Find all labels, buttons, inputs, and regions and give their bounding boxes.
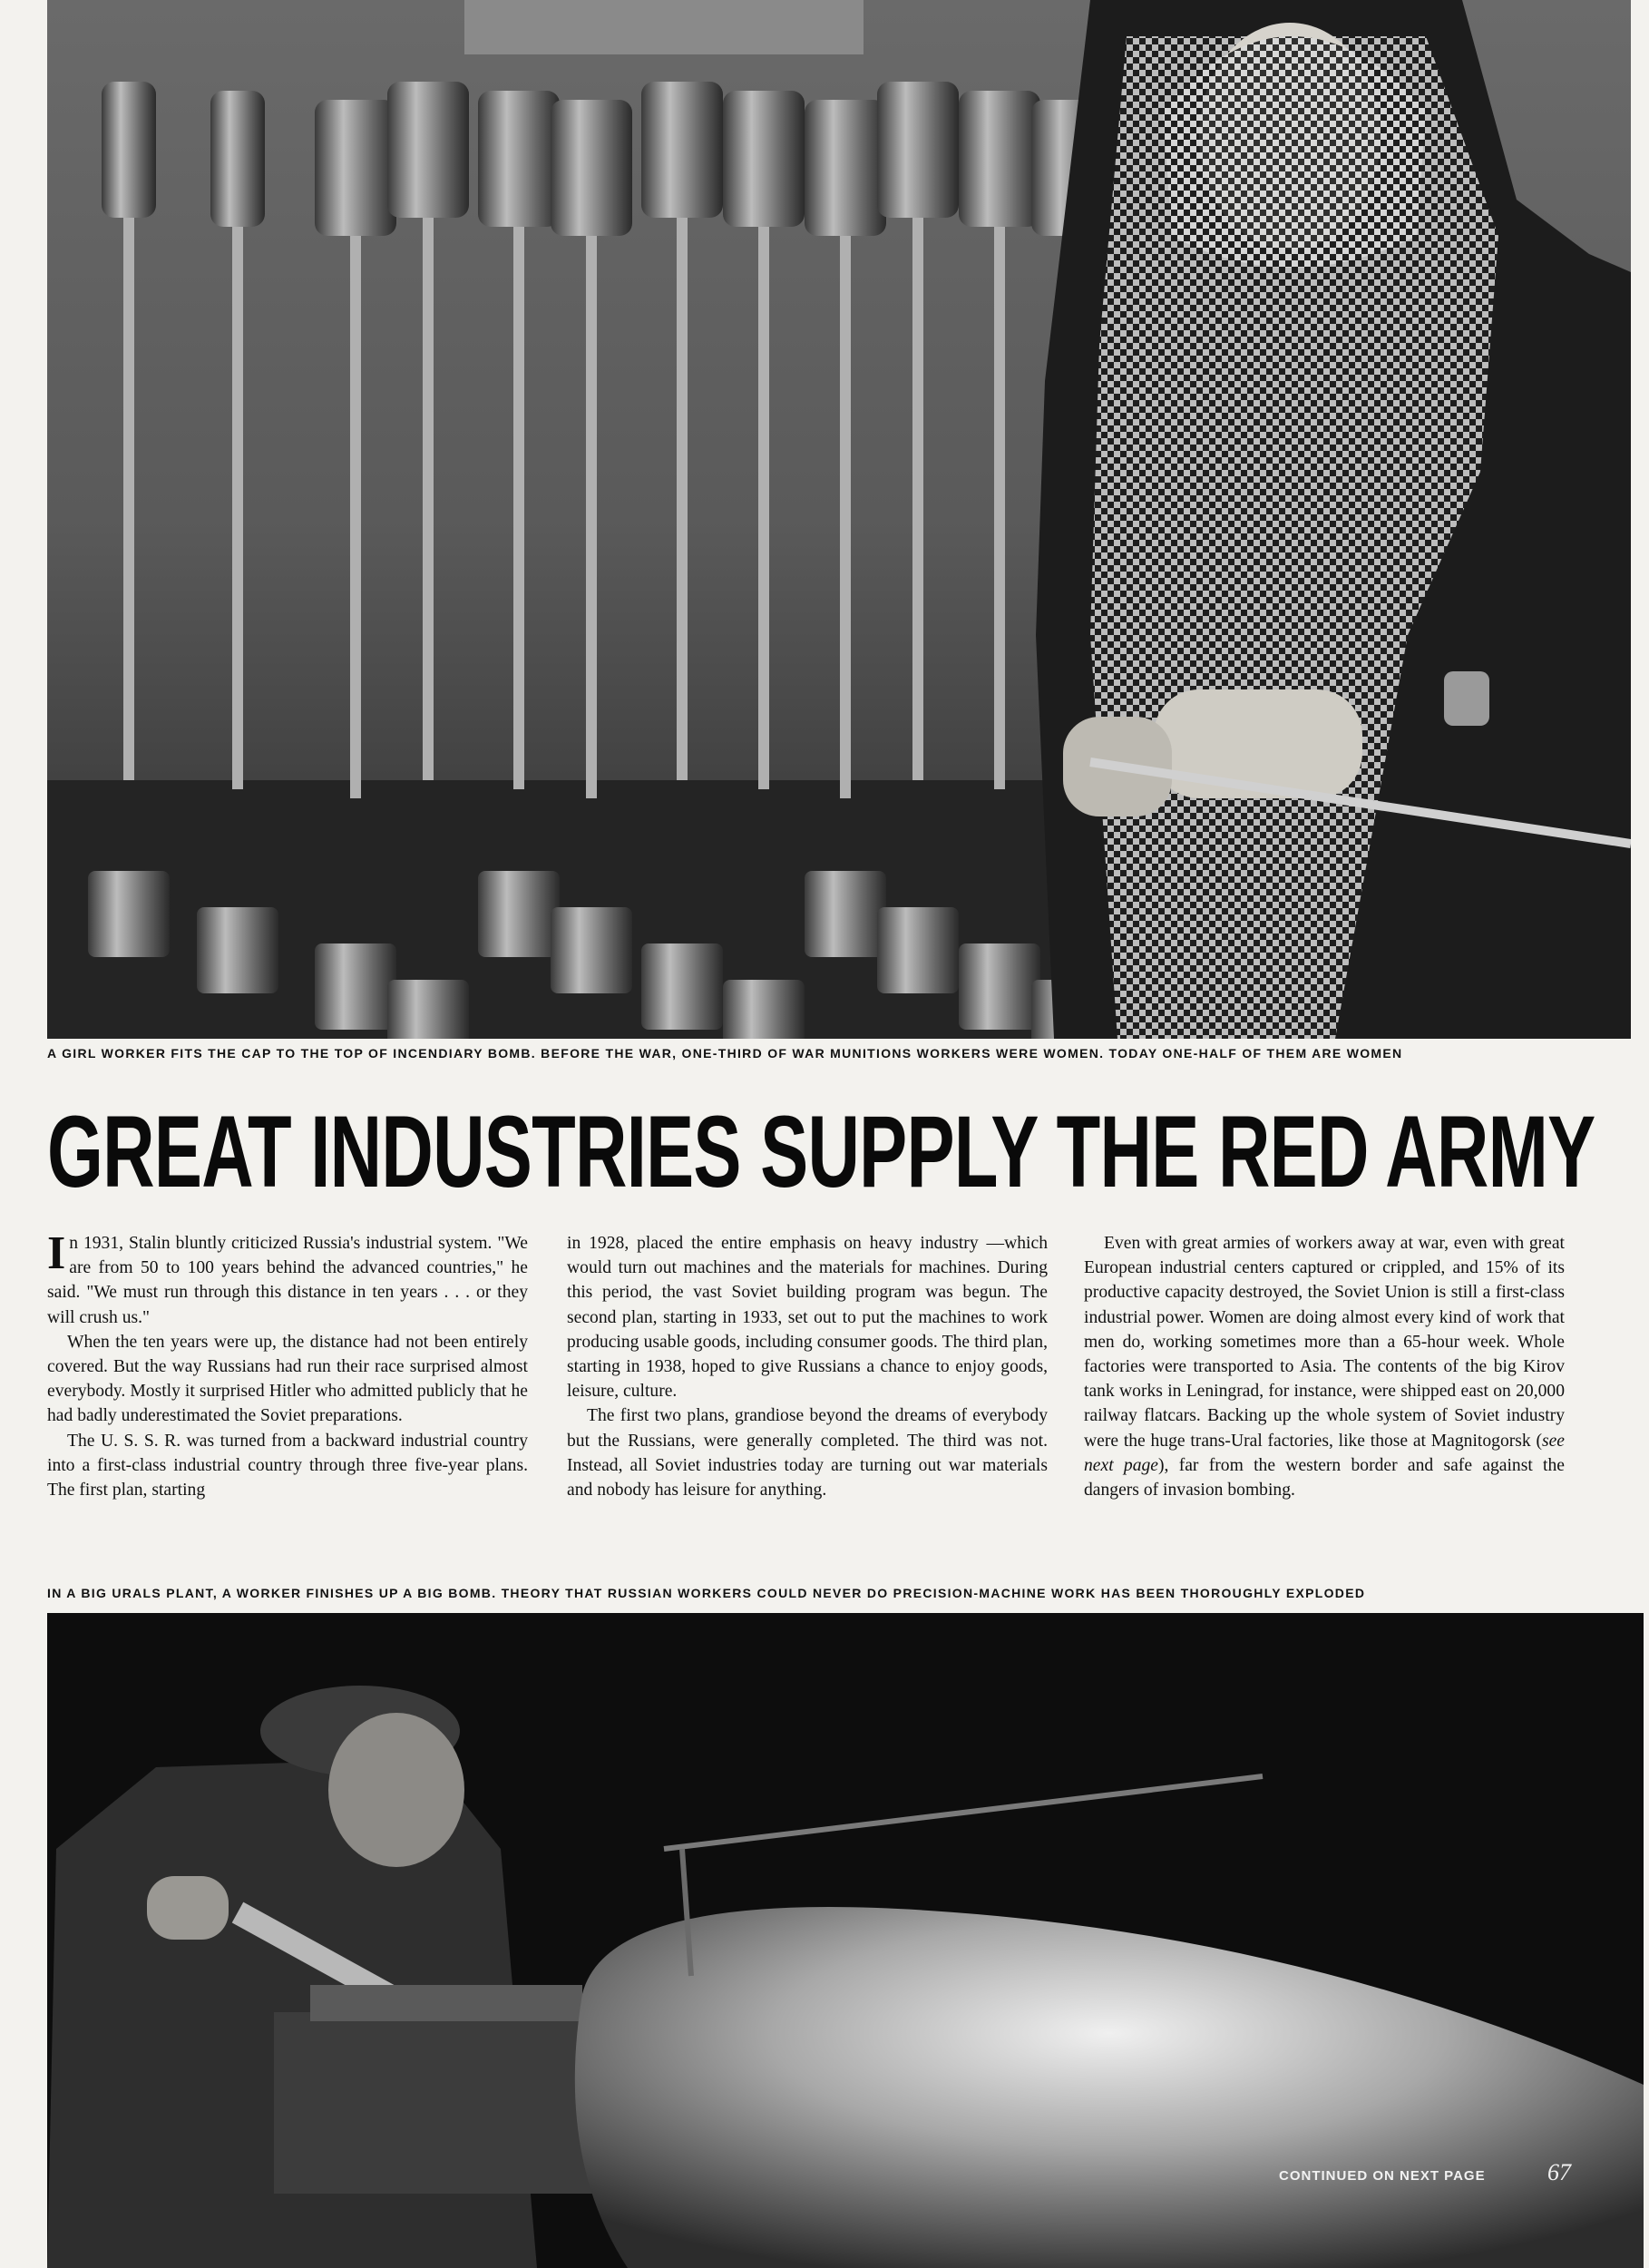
paragraph-3-continued: in 1928, placed the entire emphasis on heavy industry —which would turn out machines and the materials for machines. During this period, the vast Soviet building program was begun. The second plan, starting in 1933, set out to put the machines to work producing usable goods, including consumer goods. The third plan, starting in 1938, hoped to give Russians a chance to enjoy goods, leisure, culture.: [567, 1234, 1048, 1402]
page-number: 67: [1547, 2159, 1571, 2185]
bomb-base: [551, 907, 632, 993]
photo-bomb-caps-worker: [47, 0, 1631, 1039]
bomb-base: [877, 907, 959, 993]
bomb-base: [387, 980, 469, 1039]
bomb-base: [315, 943, 396, 1030]
bomb-base: [641, 943, 723, 1030]
bomb-head: [315, 100, 396, 236]
article-column-3: [1084, 1231, 1565, 1502]
paragraph-5: [1084, 1231, 1565, 1502]
bomb-rod: [840, 236, 851, 798]
continued-on-next-page: CONTINUED ON NEXT PAGE: [1279, 2168, 1486, 2184]
bomb-head: [102, 82, 156, 218]
bomb-base: [805, 871, 886, 957]
bomb-head: [210, 91, 265, 227]
bomb-rod: [677, 218, 688, 780]
bomb-base: [723, 980, 805, 1039]
bomb-base: [88, 871, 170, 957]
paragraph-3-start: The U. S. S. R. was turned from a backward industrial country into a first-class industrial country through three five-year plans. The first plan, starting: [47, 1431, 528, 1501]
bomb-base: [478, 871, 560, 957]
headline: GREAT INDUSTRIES SUPPLY THE RED ARMY: [47, 1095, 1595, 1208]
photo-caption-top: A GIRL WORKER FITS THE CAP TO THE TOP OF INCENDIARY BOMB. BEFORE THE WAR, ONE-THIRD OF WAR MUNITIONS WORKERS WERE WOMEN. TODAY ONE-HALF OF THEM ARE WOMEN: [47, 1046, 1403, 1061]
bomb-base: [197, 907, 278, 993]
bomb-rod: [350, 236, 361, 798]
bomb-head: [805, 100, 886, 236]
bomb-rod: [232, 227, 243, 789]
bomb-head: [551, 100, 632, 236]
bomb-rod: [912, 218, 923, 780]
paragraph-1-text: n 1931, Stalin bluntly criticized Russia's industrial system. "We are from 50 to 100 years behind the advanced countries," he said. "We must run through this distance in ten years . . . or they will crush us.": [47, 1234, 528, 1327]
bomb-head: [387, 82, 469, 218]
paragraph-5-text-b: ), far from the western border and safe against the dangers of invasion bombing.: [1084, 1455, 1565, 1501]
bomb-head: [723, 91, 805, 227]
bomb-head: [877, 82, 959, 218]
bomb-head: [478, 91, 560, 227]
drop-cap: I: [47, 1227, 66, 1279]
paragraph-5-italic: see next page: [1084, 1431, 1565, 1475]
paragraph-1: [47, 1227, 528, 1330]
bomb-rod: [513, 227, 524, 789]
bomb-head: [959, 91, 1040, 227]
bomb-rod: [586, 236, 597, 798]
bomb-rod: [758, 227, 769, 789]
paragraph-4: The first two plans, grandiose beyond the dreams of everybody but the Russians, were generally completed. The third was not. Instead, all Soviet industries today are turning out war materials and nobody has leisure for anything.: [567, 1406, 1048, 1501]
paragraph-5-text-a: Even with great armies of workers away at war, even with great European industrial centers captured or crippled, and 15% of its productive capacity destroyed, the Soviet Union is still a first-class industrial power. Women are doing almost every kind of work that men do, working sometimes more than a 65-hour week. Whole factories were transported to Asia. The contents of the big Kirov tank works in Leningrad, for instance, were shipped east on 20,000 railway flatcars. Backing up the whole system of Soviet industry were the huge trans-Ural factories, like those at Magnitogorsk (: [1084, 1234, 1565, 1451]
bomb-base: [959, 943, 1040, 1030]
photo-caption-bottom: IN A BIG URALS PLANT, A WORKER FINISHES UP A BIG BOMB. THEORY THAT RUSSIAN WORKERS COULD NEVER DO PRECISION-MACHINE WORK HAS BEEN THOROUGHLY EXPLODED: [47, 1586, 1366, 1600]
bomb-head: [641, 82, 723, 218]
article-column-2: [567, 1231, 1048, 1502]
bomb-rod: [423, 218, 434, 780]
bomb-rod: [994, 227, 1005, 789]
bomb-rod: [123, 218, 134, 780]
article-column-1: [47, 1227, 528, 1502]
paragraph-2: When the ten years were up, the distance had not been entirely covered. But the way Russians had run their race surprised almost everybody. Mostly it surprised Hitler who admitted publicly that he had badly underestimated the Soviet preparations.: [47, 1332, 528, 1426]
